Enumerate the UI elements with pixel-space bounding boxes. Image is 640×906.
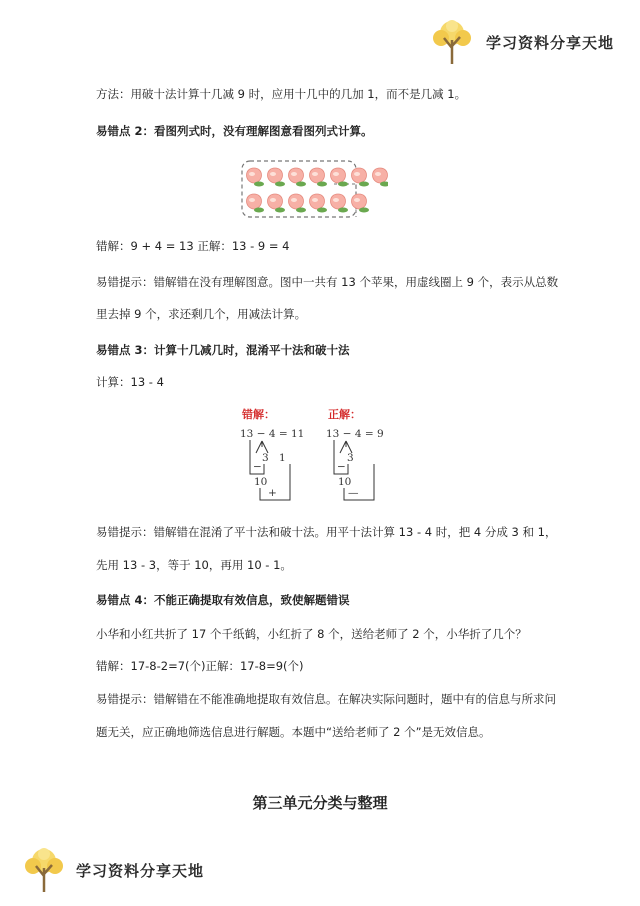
peach-icon — [268, 194, 286, 213]
right-split-3: 3 — [347, 452, 354, 464]
error-point-3-heading: 易错点 3：计算十几减几时，混淆平十法和破十法 — [96, 343, 350, 357]
brand-name: 学习资料分享天地 — [486, 33, 615, 52]
problem-line: 小华和小红共折了 17 个千纸鹤，小红折了 8 个，送给老师了 2 个，小华折了几个？ — [96, 627, 527, 641]
method-line: 方法：用破十法计算十几减 9 时，应用十几中的几加 1，而不是几减 1。 — [96, 87, 467, 101]
wrong-ten: 10 — [254, 476, 268, 488]
tip-line-5: 易错提示：错解错在不能准确地提取有效信息。在解决实际问题时，题中有的信息与所求问 — [96, 692, 556, 706]
tree-logo-icon — [22, 846, 66, 894]
brand-name: 学习资料分享天地 — [76, 861, 205, 880]
wrong-split-3: 3 — [262, 452, 269, 464]
peach-icon — [289, 168, 307, 187]
right-op-minus-2: — — [348, 487, 359, 499]
section-title: 第三单元分类与整理 — [252, 794, 388, 812]
calc-figure — [236, 404, 406, 504]
calc-prompt: 计算：13 - 4 — [96, 375, 164, 389]
wrong-equation: 13 − 4 = 11 — [240, 428, 305, 440]
peach-figure — [238, 158, 388, 224]
peach-icon — [247, 194, 265, 213]
right-ten: 10 — [338, 476, 352, 488]
peach-icon — [247, 168, 265, 187]
tip-line-1: 易错提示：错解错在没有理解图意。图中一共有 13 个苹果，用虚线圈上 9 个，表示从总数 — [96, 275, 559, 289]
tip-line-2: 里去掉 9 个，求还剩几个，用减法计算。 — [96, 307, 307, 321]
brand-header — [430, 18, 614, 66]
peach-icon — [352, 194, 370, 213]
peach-icon — [310, 168, 328, 187]
peach-icon — [310, 194, 328, 213]
peach-icon — [268, 168, 286, 187]
wrong-op-plus: + — [268, 487, 277, 499]
peach-icon — [289, 194, 307, 213]
tip-line-4: 先用 13 - 3，等于 10，再用 10 - 1。 — [96, 558, 292, 572]
peach-icon — [373, 168, 389, 187]
wrong-answer-line: 错解：9 + 4 = 13 正解：13 - 9 = 4 — [96, 239, 290, 253]
wrong-op-minus: − — [253, 461, 262, 473]
right-op-minus: − — [337, 461, 346, 473]
peach-icon — [331, 194, 349, 213]
tip-line-3: 易错提示：错解错在混淆了平十法和破十法。用平十法计算 13 - 4 时，把 4 分成 3 和 1， — [96, 525, 557, 539]
right-equation: 13 − 4 = 9 — [326, 428, 384, 440]
wrong-answer-line-2: 错解：17-8-2=7(个)正解：17-8=9(个) — [96, 659, 304, 673]
tip-line-6: 题无关，应正确地筛选信息进行解题。本题中“送给老师了 2 个”是无效信息。 — [96, 725, 491, 739]
right-label: 正解： — [328, 408, 361, 421]
error-point-2-heading: 易错点 2：看图列式时，没有理解图意看图列式计算。 — [96, 124, 373, 138]
peach-icon — [331, 168, 349, 187]
wrong-label: 错解： — [242, 408, 275, 421]
tree-logo-icon — [430, 18, 474, 66]
wrong-split-1: 1 — [279, 452, 286, 464]
brand-footer — [22, 846, 204, 894]
error-point-4-heading: 易错点 4：不能正确提取有效信息，致使解题错误 — [96, 593, 350, 607]
